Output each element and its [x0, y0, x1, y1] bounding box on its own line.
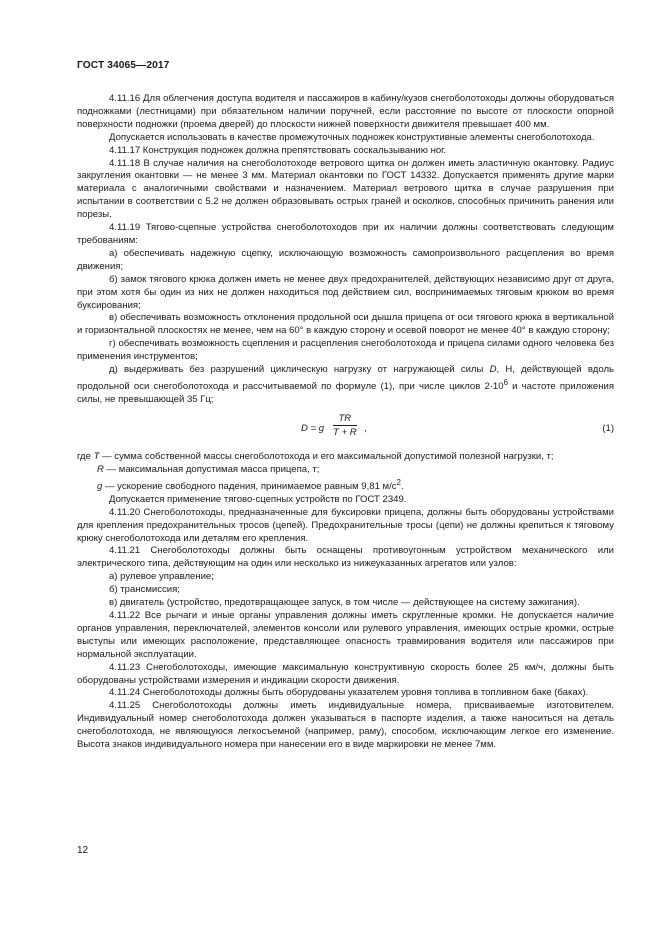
force-symbol: D: [489, 364, 497, 376]
list-item-a: а) обеспечивать надежную сцепку, исключающую возможность самопроизвольного расцепления во время движения;: [77, 247, 614, 272]
list-item-d-part2: , Н, действующей вдоль продольной оси снегоболотохода и рассчитываемой по формуле (1), при числе циклов 2·10: [77, 364, 614, 393]
formula-number: (1): [602, 422, 614, 434]
paragraph-4-11-17: 4.11.17 Конструкция подножек должна препятствовать соскальзыванию ног.: [109, 144, 447, 156]
page-number: 12: [77, 845, 89, 856]
document-header: ГОСТ 34065—2017: [77, 60, 170, 71]
symbol-R: R: [97, 463, 104, 475]
paragraph-4-11-16-note: Допускается использовать в качестве промежуточных подножек конструктивные элементы снегоболотохода.: [109, 131, 595, 143]
symbol-g: g: [97, 480, 103, 492]
formula-fraction: [333, 413, 357, 439]
formula-lhs: D = g: [301, 422, 325, 434]
cycles-exponent: 6: [503, 377, 508, 387]
paragraph-4-11-21: 4.11.21 Снегоболотоходы должны быть оснащены противоугонным устройством механического или электрического типа, действующим на один или несколько из нижеуказанных агрегатов или узлов:: [77, 545, 614, 570]
list-item-b: б) замок тягового крюка должен иметь не менее двух предохранителей, действующих независимо друг от друга, при этом хотя бы один из них не должен находиться под действием сил, воспринимаемых тяговым крюком во время буксирования;: [77, 273, 614, 311]
paragraph-4-11-25: 4.11.25 Снегоболотоходы должны иметь индивидуальные номера, присваиваемые изготовителем. Индивидуальный номер снегоболотохода должен указываться в паспорте изделия, а также наноситься на деталь снегоболотохода, не являющуюся легкосъемной (например, раму), способом, исключающим легкое его изменение. Высота знаков индивидуального номера при нанесении его в виде маркировки не менее 7мм.: [77, 700, 614, 751]
list-item-v: в) обеспечивать возможность отклонения продольной оси дышла прицепа от оси тягового крюка в вертикальной и горизонтальной плоскостях не менее, чем на 60° в каждую сторону и осевой поворот не менее 40° в каждую сторону;: [77, 312, 614, 337]
paragraph-4-11-20: 4.11.20 Снегоболотоходы, предназначенные для буксировки прицепа, должны быть оборудованы устройствами для крепления предохранительных тросов (цепей). Предохранительные тросы (цепи) не должны крепиться к тяговому крюку снегоболотохода или деталям его крепления.: [77, 506, 614, 544]
paragraph-4-11-16: 4.11.16 Для облегчения доступа водителя и пассажиров в кабину/кузов снегоболотоходы должны оборудоваться подножками (лестницами) при обязательном наличии поручней, если расстояние по высоте от плоскости опорной поверхности подножки (проема дверей) до плоскости нижней поверхности движителя превышает 400 мм.: [77, 93, 614, 130]
where-g: [77, 477, 614, 494]
symbol-T: T: [93, 450, 100, 462]
document-body: [77, 93, 614, 752]
where-R-text: — максимальная допустимая масса прицепа, т;: [103, 463, 320, 475]
where-T: [77, 451, 614, 464]
list-item-d-part1: д) выдерживать без разрушений циклическую нагрузку от нагружающей силы: [109, 364, 490, 376]
paragraph-4-11-24: 4.11.24 Снегоболотоходы должны быть оборудованы указателем уровня топлива в топливном баке (баках).: [109, 687, 589, 699]
list-item-g: г) обеспечивать возможность сцепления и расцепления снегоболотохода и прицепа силами одного человека без применения инструментов;: [77, 338, 614, 363]
where-g-text: — ускорение свободного падения, принимаемое равным 9,81 м/с: [102, 480, 397, 492]
formula-denominator: T + R: [333, 426, 357, 438]
paragraph-4-11-18: 4.11.18 В случае наличия на снегоболотоходе ветрового щитка он должен иметь эластичную окантовку. Радиус закругления окантовки — не менее 3 мм. Материал окантовки по ГОСТ 14332. Допускается применять другие марки материала с аналогичными свойствами и назначением. Материал ветрового щитка в случае разрушения при испытании в соответствии с 5.2 не должен образовывать острых граней и осколков, способных причинить ранения или порезы.: [77, 157, 614, 221]
paragraph-4-11-19: 4.11.19 Тягово-сцепные устройства снегоболотоходов при их наличии должны соответствовать следующим требованиям:: [77, 222, 614, 246]
list-item-steering: а) рулевое управление;: [109, 571, 214, 583]
where-R: [77, 464, 614, 477]
list-item-d-part3: и частоте приложения силы, не превышающей 35 Гц;: [77, 381, 614, 406]
paragraph-gost-2349: Допускается применение тягово-сцепных устройств по ГОСТ 2349.: [109, 493, 407, 505]
where-g-end: .: [400, 480, 404, 492]
formula-1: [77, 413, 614, 447]
g-exponent: 2: [396, 477, 401, 487]
where-label: где: [77, 450, 94, 462]
formula-comma: ,: [364, 422, 367, 434]
list-item-d: [77, 364, 614, 407]
formula-numerator: TR: [333, 413, 357, 426]
paragraph-4-11-23: 4.11.23 Снегоболотоходы, имеющие максимальную конструктивную скорость более 25 км/ч, должны быть оборудованы устройствами измерения и индикации скорости движения.: [77, 661, 614, 686]
definitions: [77, 464, 614, 494]
where-T-text: — сумма собственной массы снегоболотохода и его максимальной допустимой полезной нагрузки, т;: [99, 450, 554, 462]
paragraph-4-11-22: 4.11.22 Все рычаги и иные органы управления должны иметь скругленные кромки. Не допускается наличие органов управления, переключателей, элементов консоли или рулевого управления, имеющих острые кромки, острые выступы или имеющих расположение, представляющее опасность травмирования водителя или пассажиров при нормальной эксплуатации.: [77, 609, 614, 660]
list-item-transmission: б) трансмиссия;: [109, 584, 180, 596]
list-item-engine: в) двигатель (устройство, предотвращающее запуск, в том числе — действующее на систему зажигания).: [109, 597, 580, 609]
